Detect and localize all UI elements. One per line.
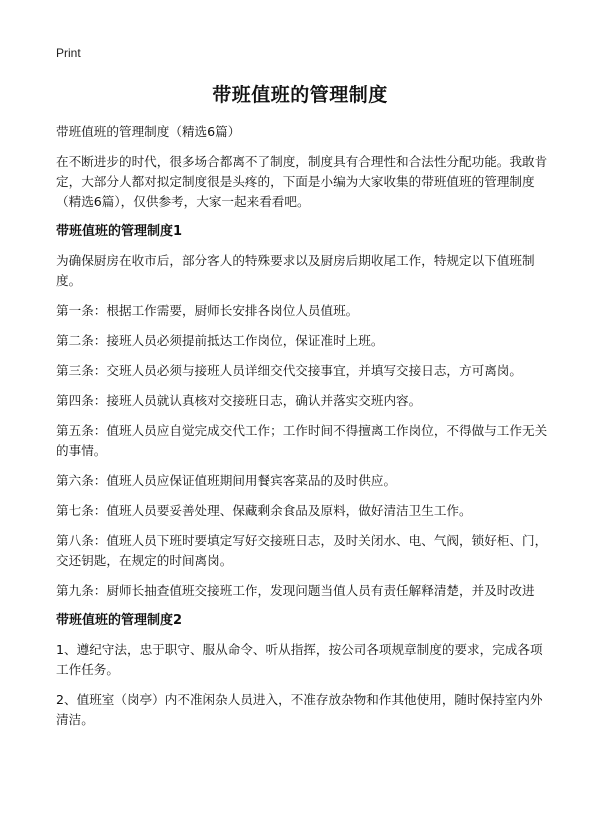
paragraph: 第七条：值班人员要妥善处理、保藏剩余食品及原料，做好清洁卫生工作。 [56,503,472,518]
paragraph: 为确保厨房在收市后，部分客人的特殊要求以及厨房后期收尾工作，特规定以下值班制度。 [56,253,535,288]
paragraph: 第五条：值班人员应自觉完成交代工作；工作时间不得擅离工作岗位，不得做与工作无关的事情。 [56,423,548,458]
section-heading: 带班值班的管理制度2 [56,613,183,628]
paragraph: 第八条：值班人员下班时要填定写好交接班日志，及时关闭水、电、气阀，锁好柜、门，交还钥匙，在规定的时间离岗。 [56,533,548,568]
document-subtitle: 带班值班的管理制度（精选6篇） [56,124,241,139]
paragraph: 第四条：接班人员就认真核对交接班日志，确认并落实交班内容。 [56,393,422,408]
paragraph: 第九条：厨师长抽查值班交接班工作，发现问题当值人员有责任解释清楚，并及时改进 [56,583,535,598]
page-title: 带班值班的管理制度 [212,84,388,106]
paragraph: 2、值班室（岗亭）内不准闲杂人员进入，不准存放杂物和作其他使用，随时保持室内外清洁。 [56,692,543,727]
print-link[interactable]: Print [56,46,81,60]
section-heading: 带班值班的管理制度1 [56,224,183,239]
paragraph: 第二条：接班人员必须提前抵达工作岗位，保证准时上班。 [56,333,384,348]
paragraph: 第三条：交班人员必须与接班人员详细交代交接事宜，并填写交接日志，方可离岗。 [56,363,522,378]
intro-paragraph: 在不断进步的时代，很多场合都离不了制度，制度具有合理性和合法性分配功能。我敢肯定，大部分人都对拟定制度很是头疼的，下面是小编为大家收集的带班值班的管理制度（精选6篇），仅供参考，大家一起来看看吧。 [56,154,548,209]
document-body [56,122,548,740]
paragraph: 第六条：值班人员应保证值班期间用餐宾客菜品的及时供应。 [56,473,397,488]
paragraph: 1、遵纪守法，忠于职守、服从命令、听从指挥，按公司各项规章制度的要求，完成各项工作任务。 [56,642,543,677]
paragraph: 第一条：根据工作需要，厨师长安排各岗位人员值班。 [56,303,359,318]
